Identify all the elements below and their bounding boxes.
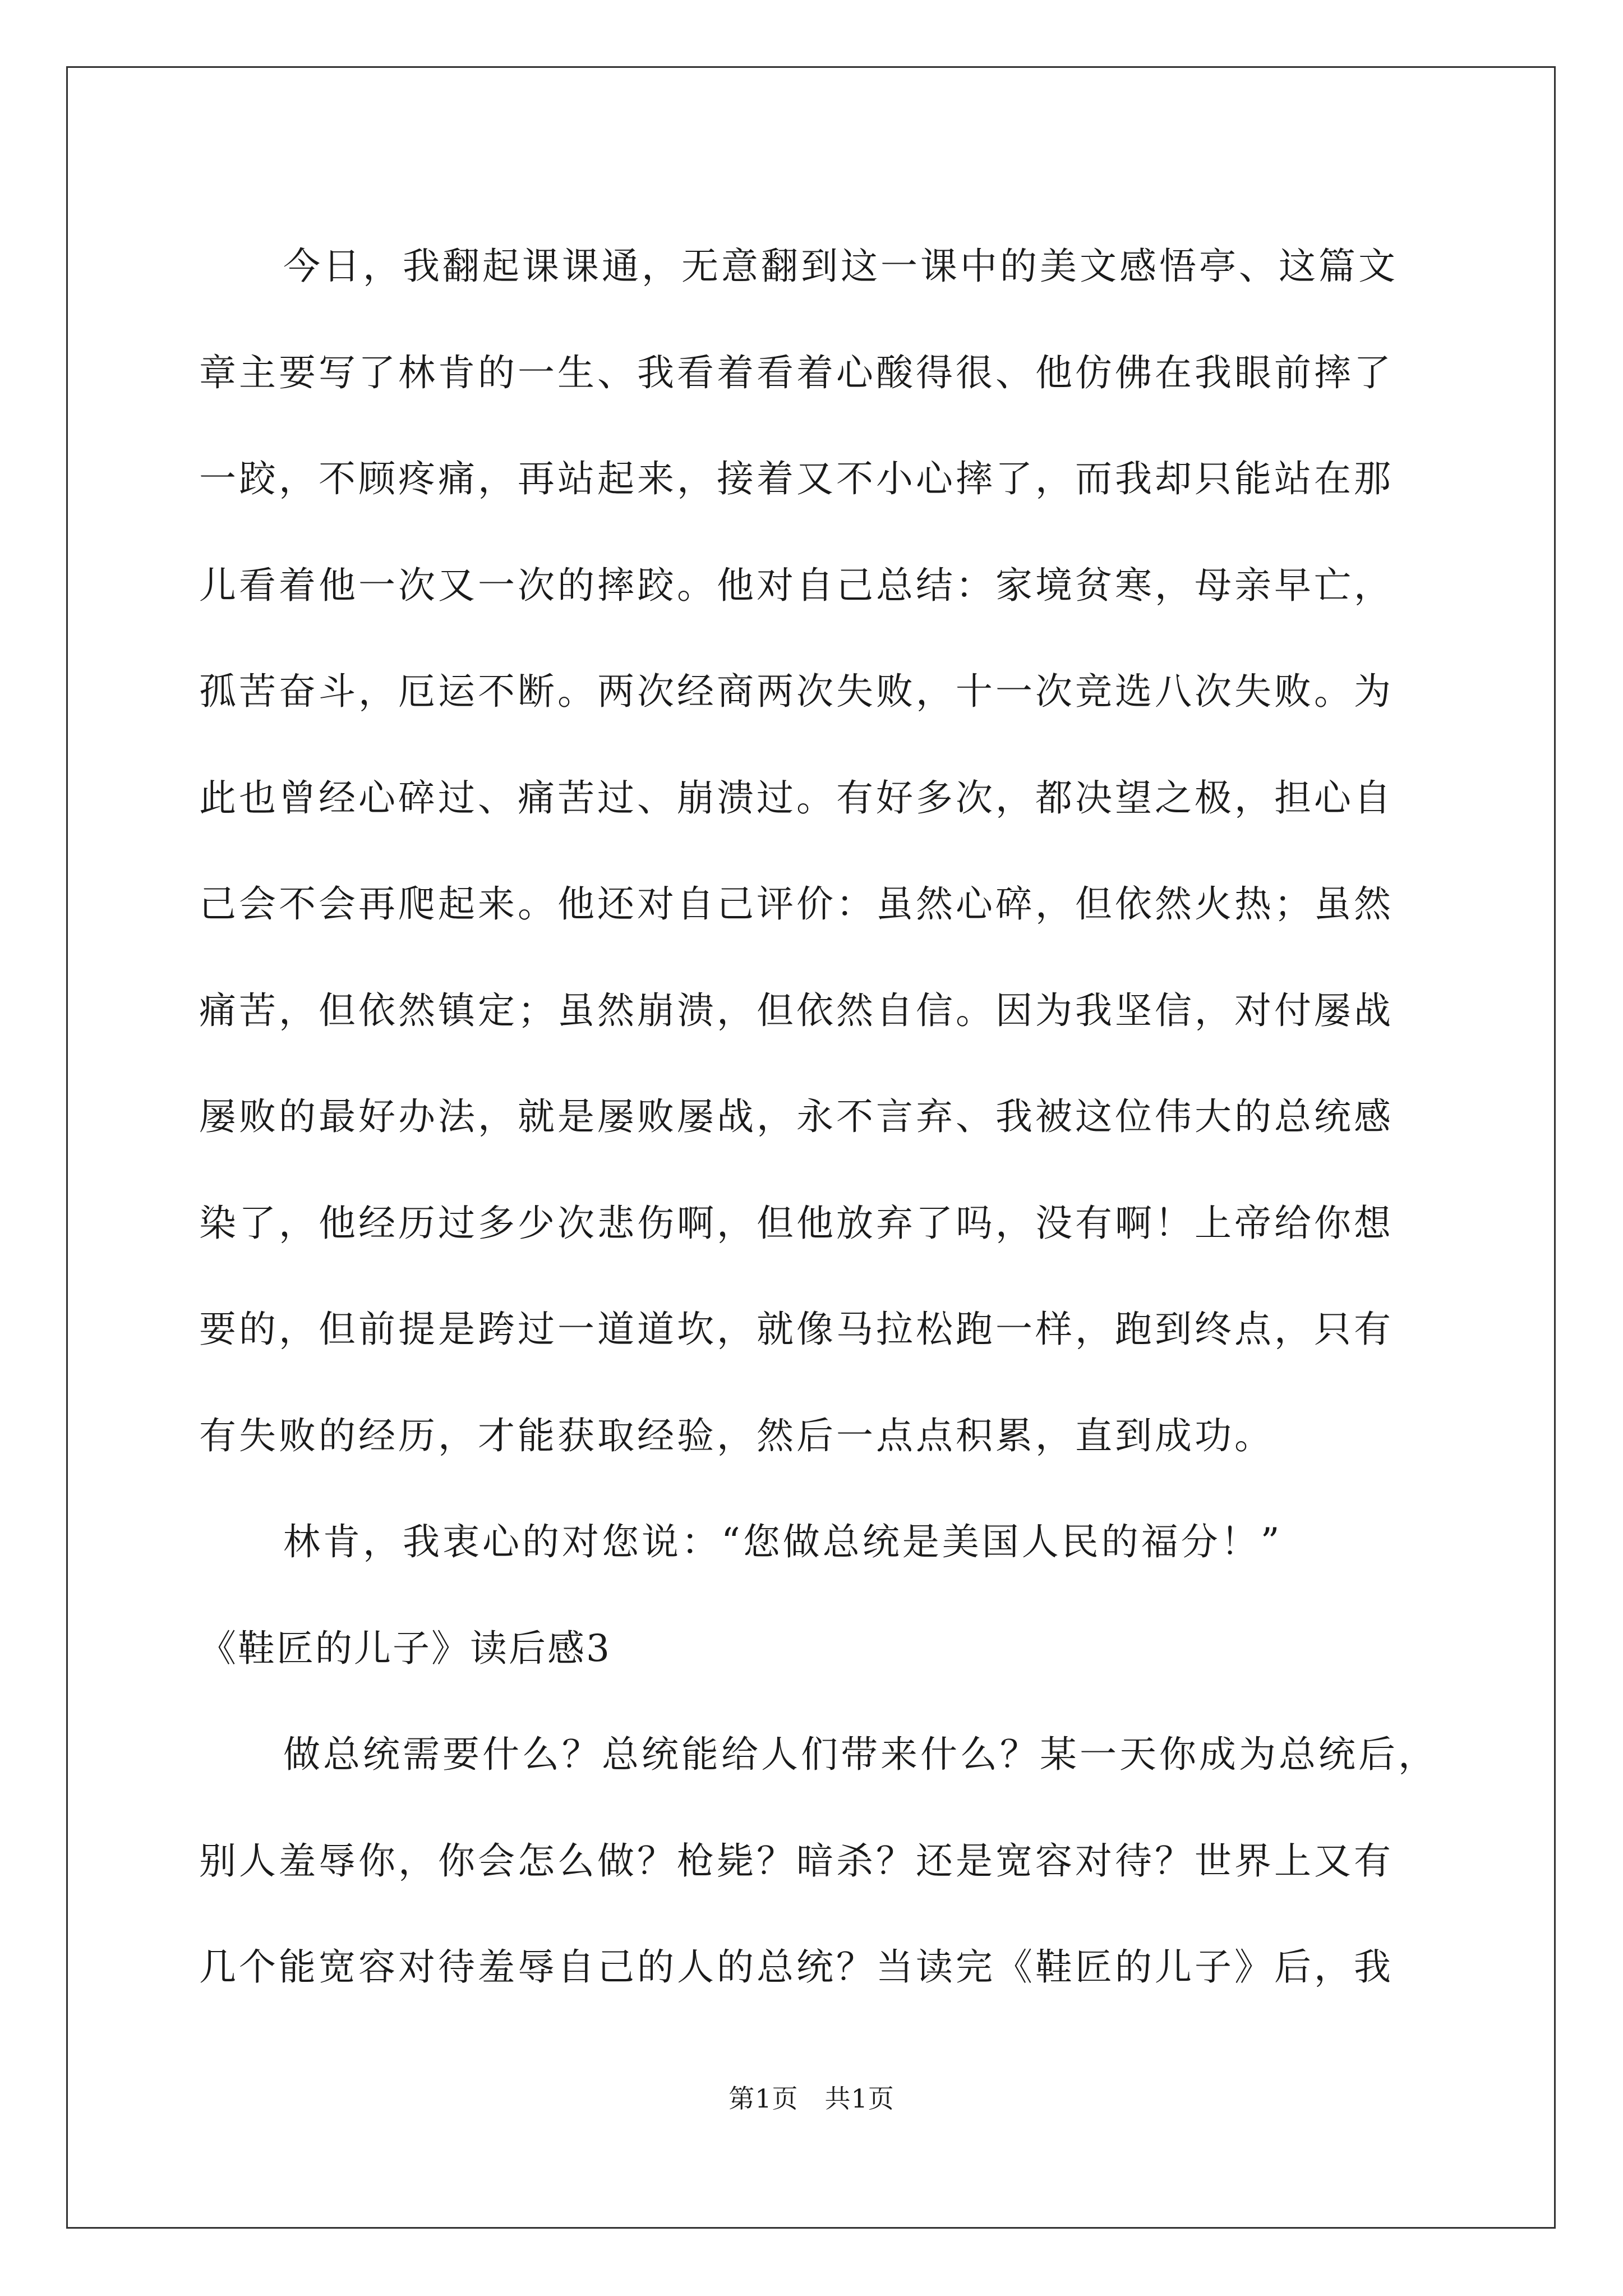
text-line: 己会不会再爬起来。他还对自己评价：虽然心碎，但依然火热；虽然 (199, 882, 1394, 926)
paragraph-1 (199, 213, 1450, 1489)
text-line: 痛苦，但依然镇定；虽然崩溃，但依然自信。因为我坚信，对付屡战 (199, 988, 1394, 1032)
paragraph-2 (199, 1489, 1450, 1595)
paragraph-3 (199, 1701, 1450, 2021)
text-line: 孤苦奋斗，厄运不断。两次经商两次失败，十一次竞选八次失败。为 (199, 670, 1394, 713)
text-line: 此也曾经心碎过、痛苦过、崩溃过。有好多次，都决望之极，担心自 (199, 776, 1394, 820)
text-line: 林肯，我衷心的对您说：“您做总统是美国人民的福分！” (283, 1520, 1283, 1563)
text-line: 今日，我翻起课课通，无意翻到这一课中的美文感悟亭、这篇文 (283, 245, 1398, 288)
section-heading (199, 1595, 1450, 1702)
text-line: 屡败的最好办法，就是屡败屡战，永不言弃、我被这位伟大的总统感 (199, 1095, 1394, 1138)
text-line: 染了，他经历过多少次悲伤啊，但他放弃了吗，没有啊！上帝给你想 (199, 1201, 1394, 1245)
text-line: 章主要写了林肯的一生、我看着看着心酸得很、他仿佛在我眼前摔了 (199, 351, 1394, 394)
text-line: 要的，但前提是跨过一道道坎，就像马拉松跑一样，跑到终点，只有 (199, 1308, 1394, 1351)
text-line: 儿看着他一次又一次的摔跤。他对自己总结：家境贫寒，母亲早亡， (199, 563, 1394, 607)
page-footer: 第1页 共1页 (728, 2083, 895, 2114)
heading-text: 《鞋匠的儿子》读后感3 (199, 1626, 611, 1670)
text-line: 做总统需要什么？总统能给人们带来什么？某一天你成为总统后， (283, 1733, 1438, 1776)
text-line: 别人羞辱你，你会怎么做？枪毙？暗杀？还是宽容对待？世界上又有 (199, 1839, 1394, 1883)
text-line: 一跤，不顾疼痛，再站起来，接着又不小心摔了，而我却只能站在那 (199, 457, 1394, 500)
text-line: 有失败的经历，才能获取经验，然后一点点积累，直到成功。 (199, 1414, 1274, 1457)
text-line: 几个能宽容对待羞辱自己的人的总统？当读完《鞋匠的儿子》后，我 (199, 1945, 1394, 1989)
document-body (199, 213, 1450, 2021)
